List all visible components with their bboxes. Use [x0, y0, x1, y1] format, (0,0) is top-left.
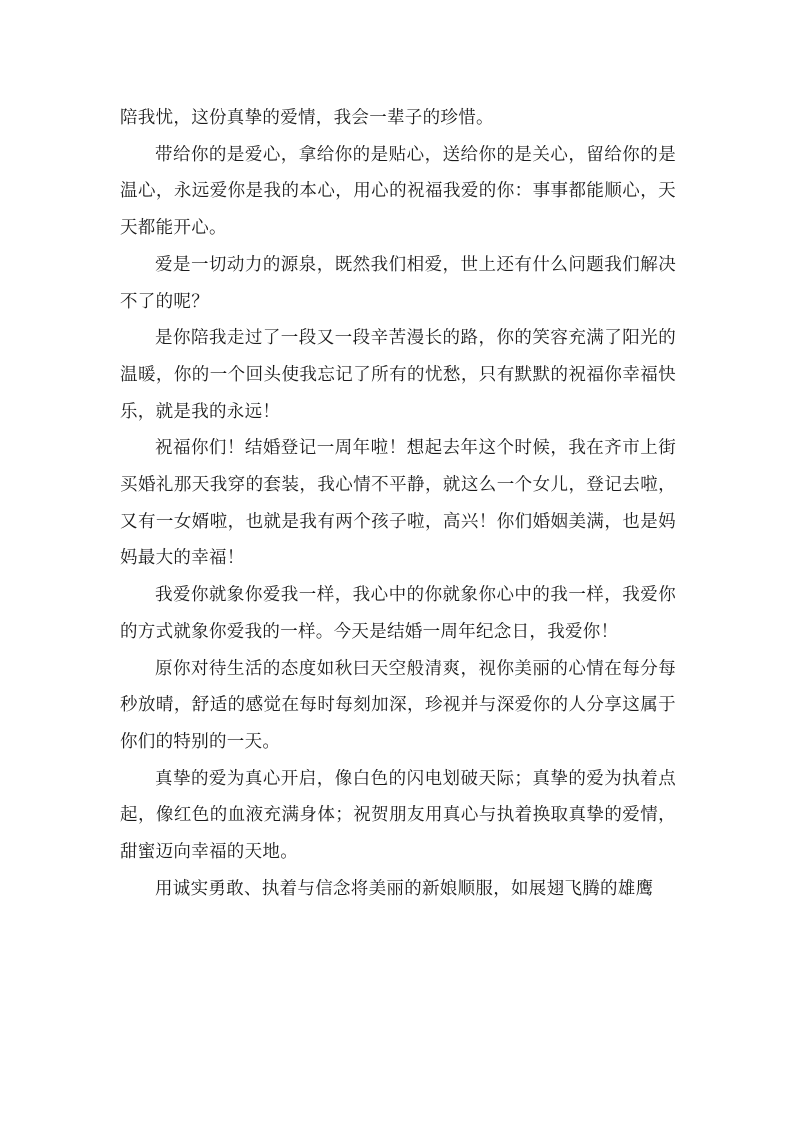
paragraph: 爱是一切动力的源泉，既然我们相爱，世上还有什么问题我们解决不了的呢？ — [120, 254, 676, 312]
paragraph: 用诚实勇敢、执着与信念将美丽的新娘顺服，如展翅飞腾的雄鹰 — [155, 878, 654, 899]
paragraph: 原你对待生活的态度如秋曰天空般清爽，视你美丽的心情在每分每秒放晴，舒适的感觉在每时每刻加深，珍视并与深爱你的人分享这属于你们的特别的一天。 — [120, 658, 676, 752]
paragraph: 我爱你就象你爱我一样，我心中的你就象你心中的我一样，我爱你的方式就象你爱我的一样。今天是结婚一周年纪念日，我爱你！ — [120, 585, 676, 642]
document-body — [120, 100, 676, 907]
paragraph: 陪我忧，这份真挚的爱情，我会一辈子的珍惜。 — [120, 108, 494, 128]
paragraph: 是你陪我走过了一段又一段辛苦漫长的路，你的笑容充满了阳光的温暖，你的一个回头使我忘记了所有的忧愁，只有默默的祝福你幸福快乐，就是我的永远！ — [120, 328, 676, 422]
paragraph: 真挚的爱为真心开启，像白色的闪电划破天际；真挚的爱为执着点起，像红色的血液充满身体；祝贺朋友用真心与执着换取真挚的爱情，甜蜜迈向幸福的天地。 — [120, 768, 676, 863]
paragraph: 祝福你们！结婚登记一周年啦！想起去年这个时候，我在齐市上街买婚礼那天我穿的套装，我心情不平静，就这么一个女儿，登记去啦，又有一女婿啦，也就是我有两个孩子啦，高兴！你们婚姻美满，也是妈妈最大的幸福！ — [120, 438, 676, 569]
paragraph: 带给你的是爱心，拿给你的是贴心，送给你的是关心，留给你的是温心，永远爱你是我的本心，用心的祝福我爱的你：事事都能顺心，天天都能开心。 — [120, 144, 676, 239]
